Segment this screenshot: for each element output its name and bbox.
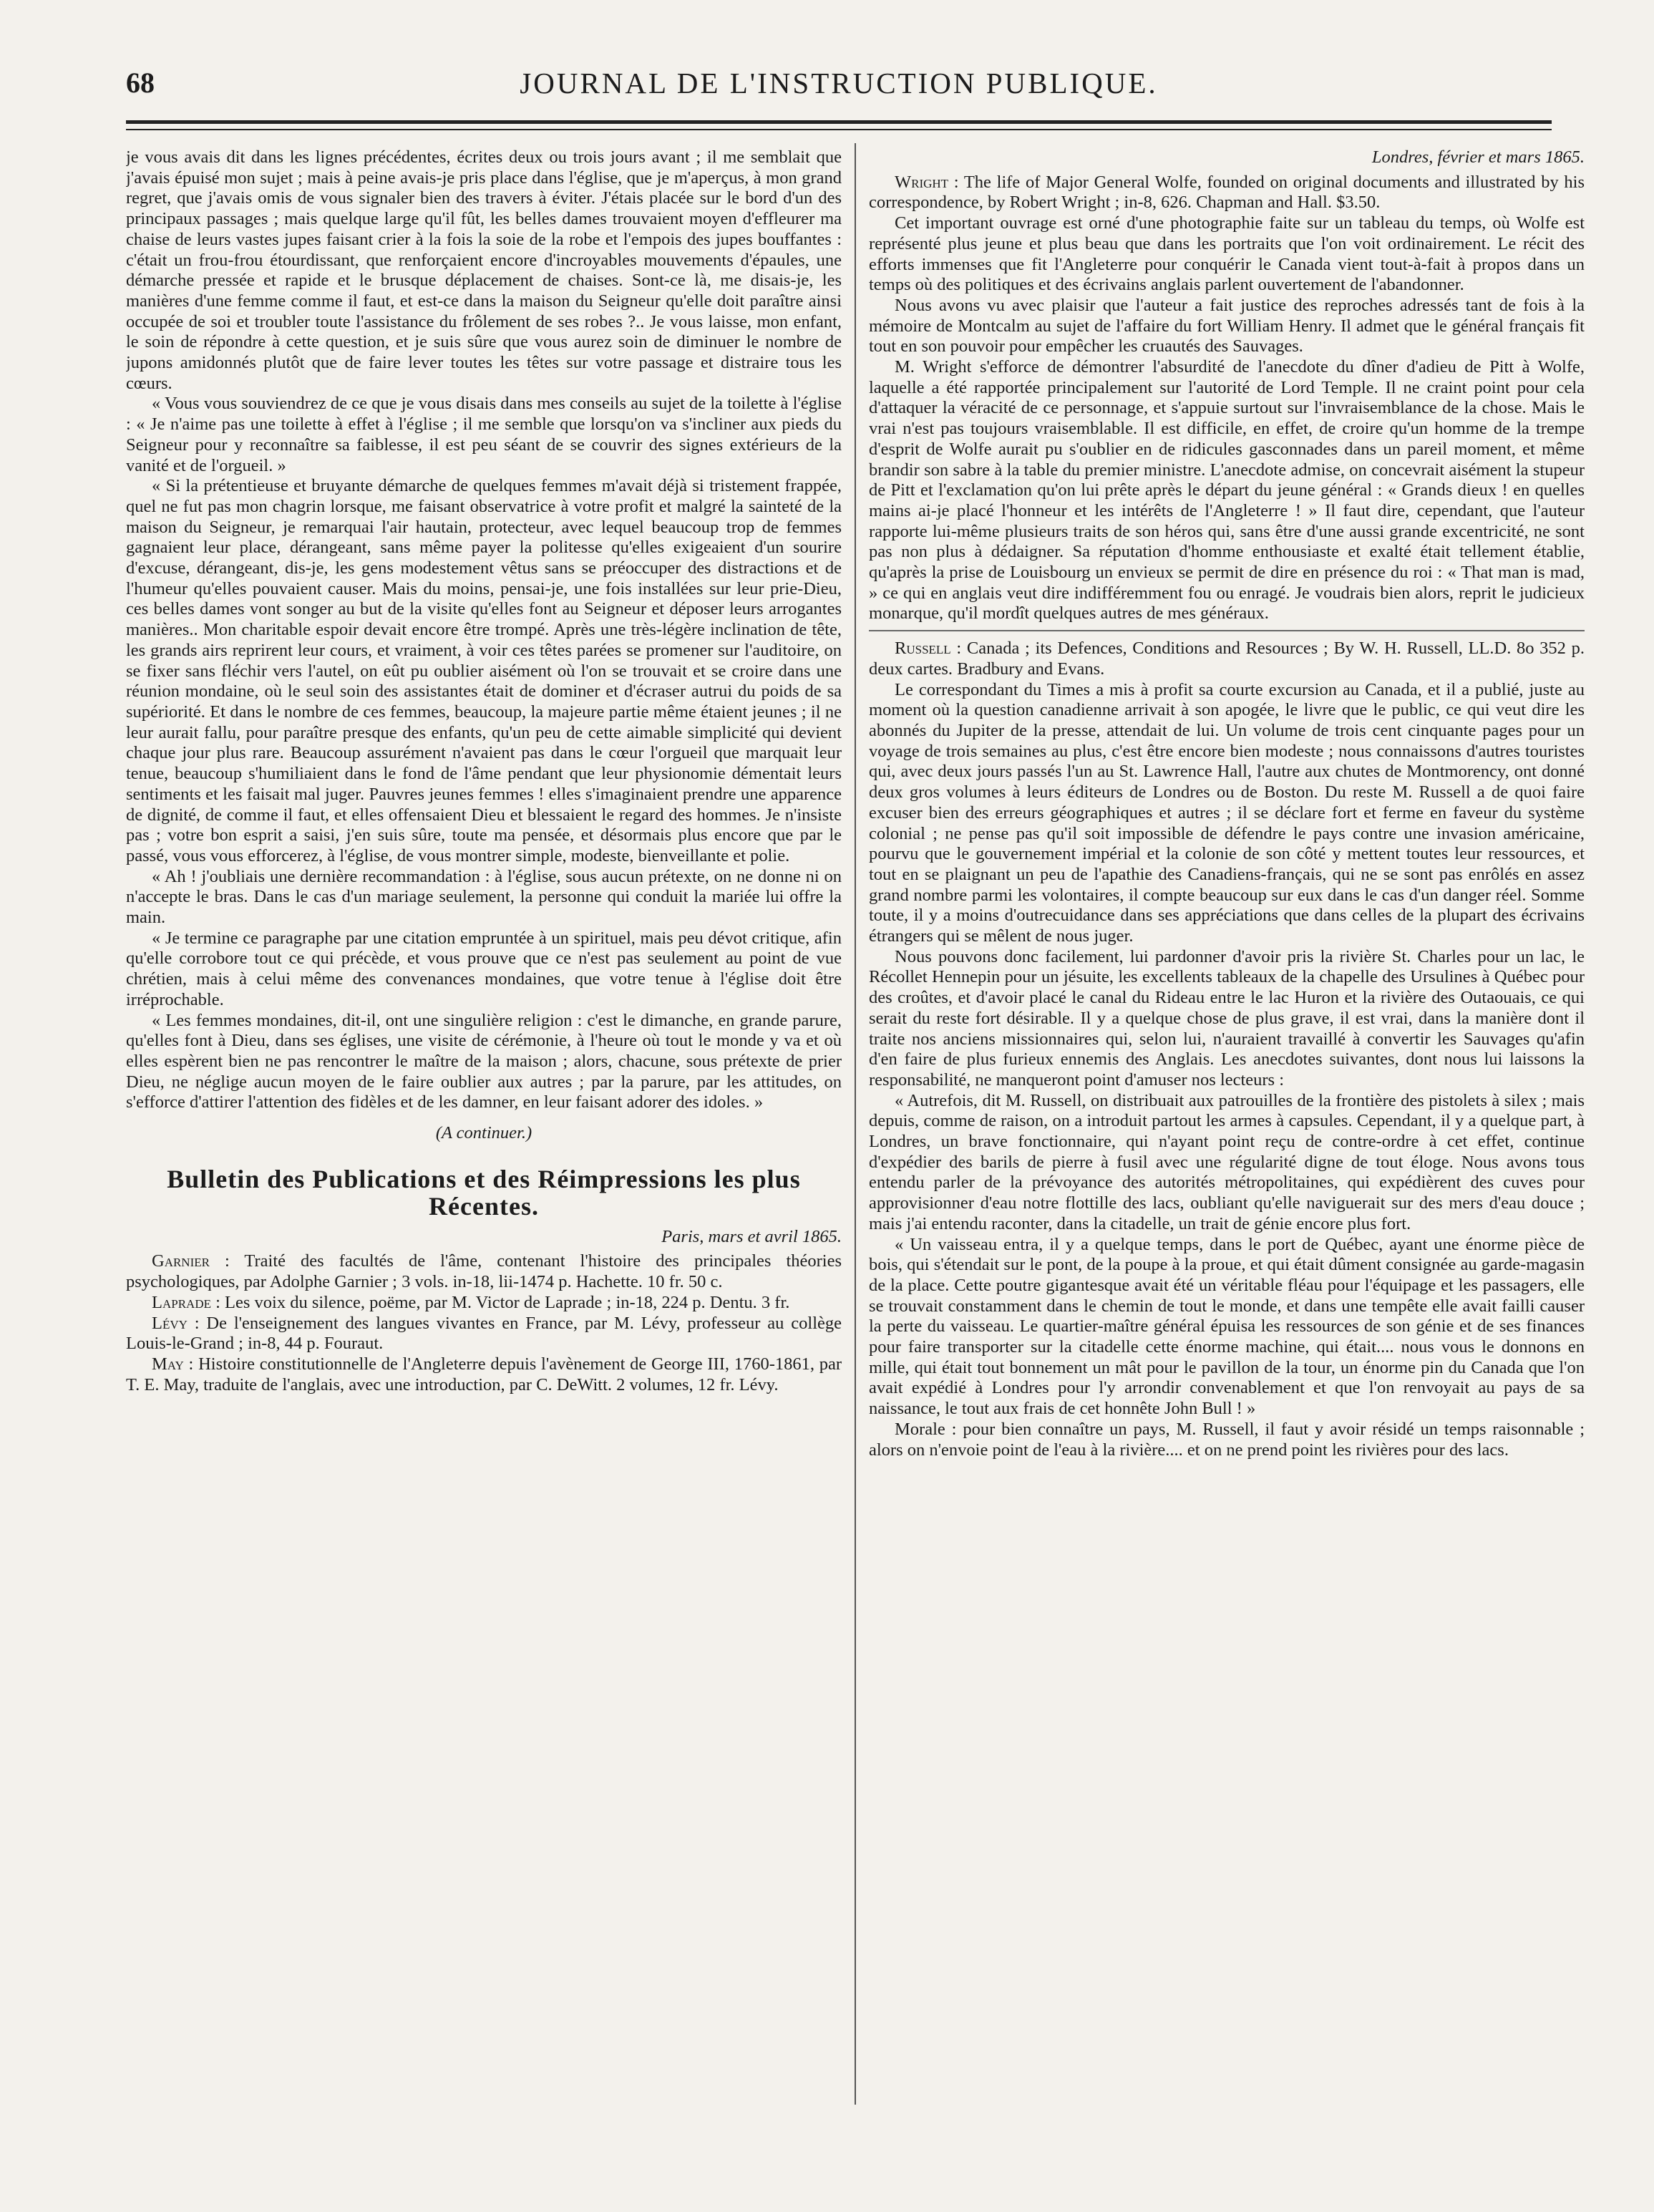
entry-author: Wright : (895, 172, 959, 192)
page-header (126, 66, 1552, 109)
entry-text: Traité des facultés de l'âme, contenant l'histoire des principales théories psychologiques, par Adolphe Garnier ; 3 vols. in-18, lii-1474 p. Hachette. 10 fr. 50 c. (126, 1251, 842, 1292)
header-rule-thin (126, 129, 1552, 130)
dateline-londres: Londres, février et mars 1865. (1371, 147, 1585, 167)
right-column (869, 147, 1585, 2166)
paragraph: M. Wright s'efforce de démontrer l'absurdité de l'anecdote du dîner d'adieu de Pitt à Wolfe, laquelle a été rapportée principalement sur l'autorité de Lord Temple. Il ne craint point pour cela d'attaquer la véracité de ce personnage, et s'appuie surtout sur l'invraisemblance de la chose. Mais le vrai n'est pas toujours vraisemblable. Il est difficile, en effet, de croire qu'un homme de la trempe d'esprit de Wolfe aurait pu s'oublier en de ridicules gasconnades dans un pareil moment, et même brandir son sabre à la table du premier ministre. L'anecdote admise, on concevrait aisément la stupeur de Pitt et l'exclamation qu'on lui prête après le départ du jeune général : « Grands dieux ! en quelles mains ai-je placé l'honneur et les intérêts de l'Angleterre ! » Il faut dire, cependant, que l'auteur rapporte lui-même plusieurs traits de son héros qui, sans être d'une aussi grande excentricité, ne sont pas non plus à dédaigner. Sa réputation d'homme enthousiaste et exalté était tellement établie, qu'après la prise de Louisbourg un envieux se permit de dire en présence du roi : « That man is mad, » ce qui en anglais veut dire indifféremment fou ou enragé. Je voudrais bien alors, reprit le judicieux monarque, qu'il mordît quelques autres de mes généraux. (869, 357, 1585, 624)
bulletin-entry (126, 1314, 842, 1354)
paragraph: Morale : pour bien connaître un pays, M. Russell, il faut y avoir résidé un temps raisonnable ; alors on n'envoie point de l'eau à la rivière.... et on ne prend point les rivières pour des lacs. (869, 1419, 1585, 1460)
entry-text: The life of Major General Wolfe, founded on original documents and illustrated by his correspondence, by Robert Wright ; in-8, 626. Chapman and Hall. $3.50. (869, 172, 1585, 213)
entry-text: De l'enseignement des langues vivantes en France, par M. Lévy, professeur au collège Louis-le-Grand ; in-8, 44 p. Fouraut. (126, 1313, 842, 1354)
bulletin-entry (126, 1293, 842, 1314)
bulletin-entry (126, 1354, 842, 1395)
paragraph: « Je termine ce paragraphe par une citation empruntée à un spirituel, mais peu dévot critique, afin qu'elle corrobore tout ce qui précède, et vous prouve que ce n'est pas seulement au point de vue chrétien, mais à celui même des convenances mondaines, que votre tenue à l'église doit être irréprochable. (126, 928, 842, 1009)
bulletin-entry (126, 1251, 842, 1292)
entry-author: May : (152, 1354, 194, 1374)
bulletin-title: Bulletin des Publications et des Réimpressions les plus Récentes. (167, 1164, 801, 1221)
bulletin-entry-wright (869, 173, 1585, 213)
paragraph: « Les femmes mondaines, dit-il, ont une singulière religion : c'est le dimanche, en grande parure, qu'elles font à Dieu, dans ses églises, une visite de cérémonie, à l'heure où tout le monde y va et où elles espèrent bien ne pas rencontrer le maître de la maison ; alors, chacune, sous prétexte de prier Dieu, ne néglige aucun moyen de le faire oublier aux autres ; par la parure, par les attitudes, on s'efforce d'attirer l'attention des fidèles et de les damner, en leur faisant adorer des idoles. » (126, 1010, 842, 1112)
column-divider (855, 143, 856, 2105)
paragraph: « Ah ! j'oubliais une dernière recommandation : à l'église, sous aucun prétexte, on ne donne ni on n'accepte le bras. Dans le cas d'un mariage seulement, la personne qui conduit la mariée lui offre la main. (126, 866, 842, 928)
entry-author: Lévy : (152, 1313, 200, 1333)
paragraph: « Vous vous souviendrez de ce que je vous disais dans mes conseils au sujet de la toilette à l'église : « Je n'aime pas une toilette à effet à l'église ; il me semble que lorsqu'on va s'incliner aux pieds du Seigneur pour y reconnaître sa faiblesse, il est peu séant de se couvrir des signes extérieurs de la vanité et de l'orgueil. » (126, 394, 842, 475)
entry-author: Laprade : (152, 1292, 220, 1312)
page-number: 68 (126, 67, 155, 99)
entry-text: Histoire constitutionnelle de l'Angleterre depuis l'avènement de George III, 1760-1861, par T. E. May, traduite de l'anglais, avec une introduction, par C. DeWitt. 2 volumes, 12 fr. Lévy. (126, 1354, 842, 1394)
paragraph: je vous avais dit dans les lignes précédentes, écrites deux ou trois jours avant ; il me semblait que j'avais épuisé mon sujet ; mais à peine avais-je pris place dans l'église, que je m'aperçus, à mon grand regret, que j'avais omis de vous signaler bien des travers à éviter. J'étais placée sur le bord d'un des principaux passages ; mais quelque large qu'il fût, les belles dames trouvaient moyen d'effleurer ma chaise de leurs vastes jupes faisant crier à la fois la soie de la robe et l'empois des jupes bouffantes : c'était un frou-frou étourdissant, que renforçaient encore d'incroyables mouvements d'épaules, une démarche pressée et rapide et le brusque déplacement de chaises. Sont-ce là, me disais-je, les manières d'une femme comme il faut, et est-ce dans la maison du Seigneur qu'elle doit paraître ainsi occupée de soi et troubler toute l'assistance du frôlement de ses robes ?.. Je vous laisse, mon enfant, le soin de répondre à cette question, et je suis sûre que vous aurez soin de diminuer le nombre de jupons amidonnés plutôt que de faire lever toutes les têtes sur votre passage et distraire tous les cœurs. (126, 147, 842, 393)
paragraph: Cet important ouvrage est orné d'une photographie faite sur un tableau du temps, où Wolfe est représenté plus jeune et plus beau que dans les portraits que l'on voit ordinairement. Le récit des efforts immenses que fit l'Angleterre pour conquérir le Canada vient tout-à-fait à propos dans un temps où des politiques et des écrivains anglais parlent ouvertement de l'abandonner. (869, 213, 1585, 295)
to-be-continued: (A continuer.) (435, 1123, 532, 1143)
paragraph: Nous avons vu avec plaisir que l'auteur a fait justice des reproches adressés tant de fois à la mémoire de Montcalm au sujet de l'affaire du fort William Henry. Il admet que le général français fit tout en son pouvoir pour empêcher les cruautés des Sauvages. (869, 295, 1585, 356)
entry-text: Canada ; its Defences, Conditions and Resources ; By W. H. Russell, LL.D. 8o 352 p. deux cartes. Bradbury and Evans. (869, 639, 1585, 679)
paragraph: Le correspondant du Times a mis à profit sa courte excursion au Canada, et il a publié, juste au moment où la question canadienne arrivait à son apogée, le livre que le public, ce qui veut dire les abonnés du Jupiter de la presse, attendait de lui. Un volume de trois cent cinquante pages pour un voyage de trois semaines au plus, c'est être encore bien modeste ; nous connaissons d'autres touristes qui, avec deux jours passés l'un au St. Lawrence Hall, l'autre aux chutes de Montmorency, ont donné deux gros volumes à leurs éditeurs de Londres ou de Boston. Du reste M. Russell a de quoi faire excuser bien des erreurs géographiques et autres ; il se déclare fort et ferme en faveur du système colonial ; ne pense pas qu'il soit impossible de défendre le pays contre une invasion américaine, pourvu que le gouvernement impérial et la colonie de son côté y mettent toutes leur ressources, et tout en se plaignant un peu de l'apathie des Canadiens-français, qui ne se sont pas enrôlés en assez grand nombre parmi les volontaires, il compte beaucoup sur eux dans le cas d'un danger réel. Somme toute, il y a moins d'outrecuidance dans ses appréciations que dans celles de la plupart des écrivains étrangers qui se mêlent de nous juger. (869, 679, 1585, 946)
paragraph: « Un vaisseau entra, il y a quelque temps, dans le port de Québec, ayant une énorme pièce de bois, qui s'étendait sur le pont, de la poupe à la proue, et qui était dûment consignée au garde-magasin de la place. Cette poutre gigantesque avait été un véritable fléau pour l'équipage et les passagers, elle se trouvait constamment dans le chemin de tout le monde, et dans une tempête elle avait failli causer la perte du vaisseau. Le quartier-maître général épuisa les ressources de son génie et de ses finances pour faire transporter sur la citadelle cette énorme machine, qui était.... nous vous le donnons en mille, qui était tout bonnement un mât pour le pavillon de la tour, un énorme pin du Canada que l'on avait expédié à Londres pour l'y arrondir convenablement et que l'on renvoyait au pays de sa naissance, le tout aux frais de cet honnête John Bull ! » (869, 1234, 1585, 1419)
dateline-paris: Paris, mars et avril 1865. (661, 1226, 842, 1246)
entry-divider (869, 630, 1585, 631)
entry-author: Garnier : (152, 1251, 230, 1271)
bulletin-entry-russell (869, 639, 1585, 679)
entry-author: Russell : (895, 639, 962, 659)
paragraph: Nous pouvons donc facilement, lui pardonner d'avoir pris la rivière St. Charles pour un lac, le Récollet Hennepin pour un jésuite, les excellents tableaux de la chapelle des Ursulines à Québec pour des croûtes, et d'avoir placé le canal du Rideau entre le lac Huron et la rivière des Outaouais, ce qui serait du reste fort désirable. Il y a quelque chose de plus grave, il est vrai, dans la manière dont il traite nos anciens missionnaires qui, selon lui, n'auraient travaillé à convertir les Sauvages qu'afin d'en faire de plus furieux ennemis des Anglais. Les anecdotes suivantes, dont nous lui laissons la responsabilité, ne manqueront point d'amuser nos lecteurs : (869, 946, 1585, 1090)
paragraph: « Autrefois, dit M. Russell, on distribuait aux patrouilles de la frontière des pistolets à silex ; mais depuis, comme de raison, on a introduit partout les armes à capsules. Cependant, il y a quelque part, à Londres, un brave fonctionnaire, qui n'ayant point reçu de contre-ordre à cet effet, continue d'expédier des barils de pierre à fusil avec une régularité digne de tout éloge. Nous avons tous entendu parler de la prévoyance des autorités métropolitaines, qui expédièrent des cuves pour approvisionner d'eau notre flottille des lacs, oubliant qu'elle naviguerait sur des mers d'eau douce ; mais j'ai entendu raconter, dans la citadelle, un trait de génie encore plus fort. (869, 1090, 1585, 1233)
header-rule (126, 120, 1552, 124)
left-column (126, 147, 842, 2166)
entry-text: Les voix du silence, poëme, par M. Victor de Laprade ; in-18, 224 p. Dentu. 3 fr. (225, 1292, 790, 1312)
paragraph: « Si la prétentieuse et bruyante démarche de quelques femmes m'avait déjà si tristement frappée, quel ne fut pas mon chagrin lorsque, me faisant observatrice à votre profit et malgré la sainteté de la maison du Seigneur, je remarquai l'air hautain, protecteur, avec lequel beaucoup trop de femmes gagnaient leur place, dérangeant, sans même payer la politesse qu'elles exigeaient d'un sourire d'excuse, dérangeant, dis-je, les gens modestement vêtus sans se préoccuper des distractions et de l'humeur qu'elles pouvaient causer. Mais du moins, pensai-je, une fois installées sur leur prie-Dieu, ces belles dames vont songer au but de la visite qu'elles font au Seigneur et déposer leurs arrogantes manières.. Mon charitable espoir devait encore être trompé. Après une très-légère inclination de tête, les grands airs reprirent leur cours, et vraiment, à voir ces têtes parées se promener sur l'auditoire, on se fixer sans fléchir vers l'autel, on eût pu oublier aisément où l'on se trouvait et se croire dans une réunion mondaine, où le seul soin des assistantes était de dominer et d'écraser autrui du poids de sa supériorité. Et dans le nombre de ces femmes, beaucoup, la majeure partie même étaient jeunes ; il ne leur aurait fallu, pour paraître presque des enfants, qu'un peu de cette aimable simplicité qui devient chaque jour plus rare. Beaucoup assurément n'avaient pas dans le cœur l'orgueil que marquait leur tenue, beaucoup s'humiliaient dans le fond de l'âme pendant que leur physionomie démentait leurs sentiments et les faisait mal juger. Pauvres jeunes femmes ! elles s'imaginaient prendre une apparence de dignité, de comme il faut, et elles offensaient Dieu et blessaient le regard des hommes. Je n'insiste pas ; votre bon esprit a saisi, j'en suis sûre, toute ma pensée, et désormais plus encore que par le passé, vous vous efforcerez, à l'église, de vous montrer simple, modeste, bienveillante et polie. (126, 476, 842, 865)
running-title: JOURNAL DE L'INSTRUCTION PUBLIQUE. (520, 67, 1158, 100)
